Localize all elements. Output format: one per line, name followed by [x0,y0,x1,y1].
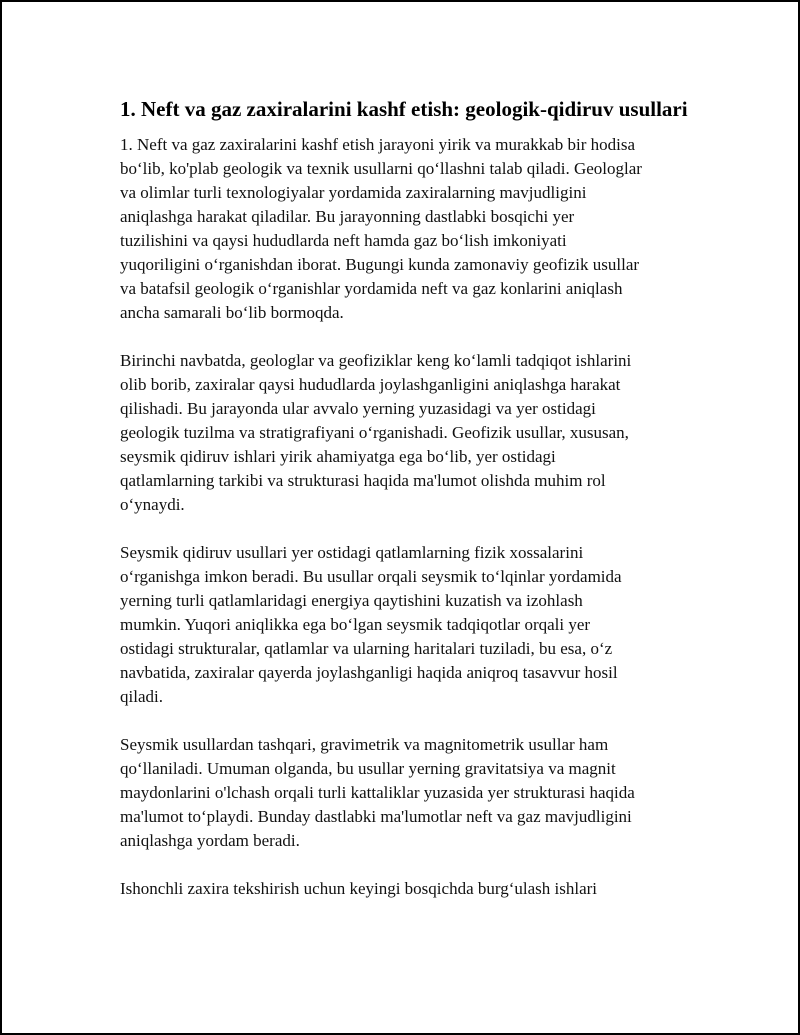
paragraph-drilling: Ishonchli zaxira tekshirish uchun keyingi bosqichda burg‘ulash ishlari [120,879,598,898]
paragraph-seismic: Seysmik qidiruv usullari yer ostidagi qatlamlarning fizik xossalarini o‘rganishga imkon beradi. Bu usullar orqali seysmik to‘lqinlar yordamida yerning turli qatlamlaridagi energiya qaytishini kuzatish va izohlash mumkin. Yuqori aniqlikka ega bo‘lgan seysmik tadqiqotlar orqali yer ostidagi strukturalar, qatlamlar va ularning haritalari tuziladi, bu esa, o‘z navbatida, zaxiralar qayerda joylashganligi haqida aniqroq tasavvur hosil qiladi. [120,543,622,706]
paragraph-intro: 1. Neft va gaz zaxiralarini kashf etish jarayoni yirik va murakkab bir hodisa bo‘lib, ko'plab geologik va texnik usullarni qo‘llashni talab qiladi. Geologlar va olimlar turli texnologiyalar yordamida zaxiralarning mavjudligini aniqlashga harakat qiladilar. Bu jarayonning dastlabki bosqichi yer tuzilishini va qaysi hududlarda neft hamda gaz bo‘lish imkoniyati yuqoriligini o‘rganishdan iborat. Bugungi kunda zamonaviy geofizik usullar va batafsil geologik o‘rganishlar yordamida neft va gaz konlarini aniqlash ancha samarali bo‘lib bormoqda. [120,135,642,322]
paragraph-gravimetric: Seysmik usullardan tashqari, gravimetrik va magnitometrik usullar ham qo‘llaniladi. Umuman olganda, bu usullar yerning gravitatsiya va magnit maydonlarini o'lchash orqali turli kattaliklar yuzasida yer strukturasi haqida ma'lumot to‘playdi. Bunday dastlabki ma'lumotlar neft va gaz mavjudligini aniqlashga yordam beradi. [120,735,635,850]
section-heading: 1. Neft va gaz zaxiralarini kashf etish: geologik-qidiruv usullari [120,97,688,121]
paragraph-geologists: Birinchi navbatda, geologlar va geofiziklar keng ko‘lamli tadqiqot ishlarini olib borib, zaxiralar qaysi hududlarda joylashganligini aniqlashga harakat qilishadi. Bu jarayonda ular avvalo yerning yuzasidagi va yer ostidagi geologik tuzilma va stratigrafiyani o‘rganishadi. Geofizik usullar, xususan, seysmik qidiruv ishlari yirik ahamiyatga ega bo‘lib, yer ostidagi qatlamlarning tarkibi va strukturasi haqida ma'lumot olishda muhim rol o‘ynaydi. [120,351,632,514]
document-body [120,96,690,925]
